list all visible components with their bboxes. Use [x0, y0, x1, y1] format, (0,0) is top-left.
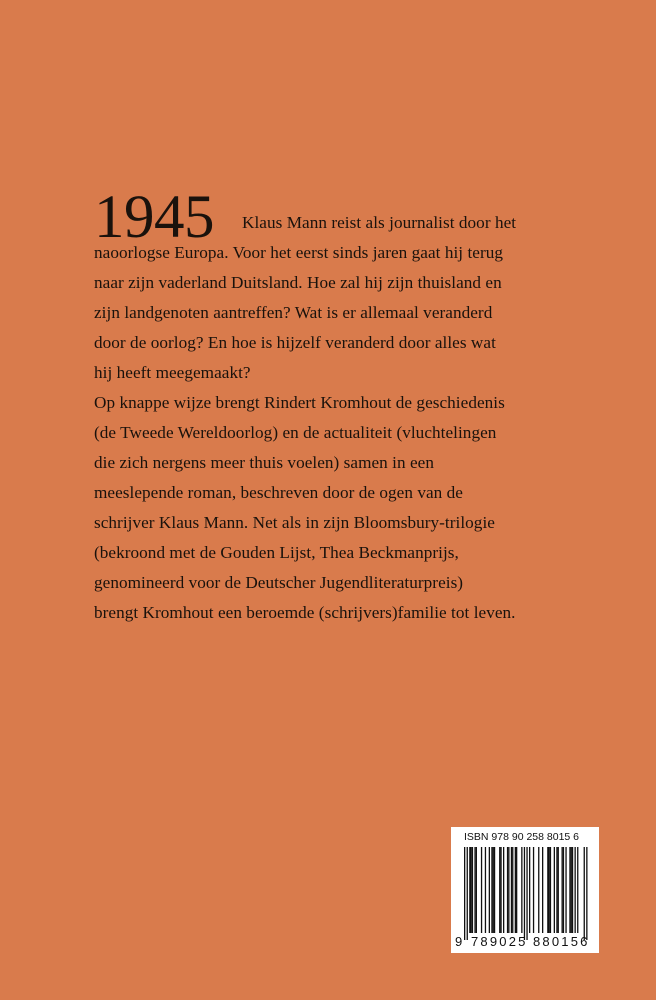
barcode-bar	[503, 847, 504, 933]
barcode-guard-bar	[524, 847, 525, 940]
barcode-guard-bar	[467, 847, 468, 940]
barcode-bar	[547, 847, 548, 933]
barcode-bar	[516, 847, 517, 933]
barcode-bar	[571, 847, 572, 933]
barcode-bar	[471, 847, 472, 933]
barcode-bar	[538, 847, 539, 933]
barcode-bar	[493, 847, 494, 933]
blurb-year: 1945	[94, 184, 214, 251]
barcode-guard-bar	[464, 847, 465, 940]
barcode-bar	[500, 847, 501, 933]
blurb-line: hij heeft meegemaakt?	[94, 363, 251, 382]
barcode-left-digits: 789025	[471, 934, 528, 949]
barcode-bar	[533, 847, 534, 933]
barcode-bar	[521, 847, 522, 933]
barcode-bar	[556, 847, 557, 933]
barcode-bar	[515, 847, 516, 933]
barcode-bar	[558, 847, 559, 933]
barcode-bar	[491, 847, 492, 933]
barcode-bar	[563, 847, 564, 933]
barcode-bar	[565, 847, 566, 933]
barcode-bar	[572, 847, 573, 933]
isbn-label: ISBN 978 90 258 8015 6	[464, 831, 580, 843]
blurb-line: brengt Kromhout een beroemde (schrijvers)familie tot leven.	[94, 603, 516, 622]
blurb-line: zijn landgenoten aantreffen? Wat is er allemaal veranderd	[94, 303, 493, 322]
barcode-guard-bar	[586, 847, 587, 940]
blurb-line: schrijver Klaus Mann. Net als in zijn Bloomsbury-trilogie	[94, 513, 495, 532]
blurb-line: meeslepende roman, beschreven door de ogen van de	[94, 483, 463, 502]
barcode-bar	[550, 847, 551, 933]
barcode-guard-bar	[584, 847, 585, 940]
barcode-bar	[474, 847, 475, 933]
blurb-line: Klaus Mann reist als journalist door het	[242, 213, 517, 232]
barcode-bar	[569, 847, 570, 933]
barcode-first-digit: 9	[455, 934, 463, 949]
barcode-guard-bar	[526, 847, 527, 940]
blurb-line: Op knappe wijze brengt Rindert Kromhout de geschiedenis	[94, 393, 505, 412]
barcode-bar	[549, 847, 550, 933]
blurb-line: (de Tweede Wereldoorlog) en de actualiteit (vluchtelingen	[94, 423, 497, 442]
barcode-bar	[507, 847, 508, 933]
blurb-line: die zich nergens meer thuis voelen) samen in een	[94, 453, 434, 472]
barcode-right-digits: 880156	[533, 934, 590, 949]
barcode-bar	[469, 847, 470, 933]
blurb-line: (bekroond met de Gouden Lijst, Thea Beckmanprijs,	[94, 543, 459, 562]
barcode-bar	[562, 847, 563, 933]
barcode-bar	[499, 847, 500, 933]
barcode-bar	[529, 847, 530, 933]
blurb-line: naar zijn vaderland Duitsland. Hoe zal hij zijn thuisland en	[94, 273, 502, 292]
barcode-bar	[512, 847, 513, 933]
barcode-bar	[494, 847, 495, 933]
barcode-bar	[554, 847, 555, 933]
barcode-bar	[542, 847, 543, 933]
barcode-bar	[485, 847, 486, 933]
barcode-bar	[577, 847, 578, 933]
barcode-bar	[476, 847, 477, 933]
blurb-line: genomineerd voor de Deutscher Jugendliteraturpreis)	[94, 573, 464, 592]
barcode-bar	[575, 847, 576, 933]
blurb-line: door de oorlog? En hoe is hijzelf veranderd door alles wat	[94, 333, 496, 352]
barcode-bar	[511, 847, 512, 933]
barcode-bar	[489, 847, 490, 933]
barcode-bar	[472, 847, 473, 933]
blurb-line: naoorlogse Europa. Voor het eerst sinds jaren gaat hij terug	[94, 243, 504, 262]
isbn-barcode	[451, 827, 599, 953]
barcode-bar	[508, 847, 509, 933]
barcode-bar	[481, 847, 482, 933]
